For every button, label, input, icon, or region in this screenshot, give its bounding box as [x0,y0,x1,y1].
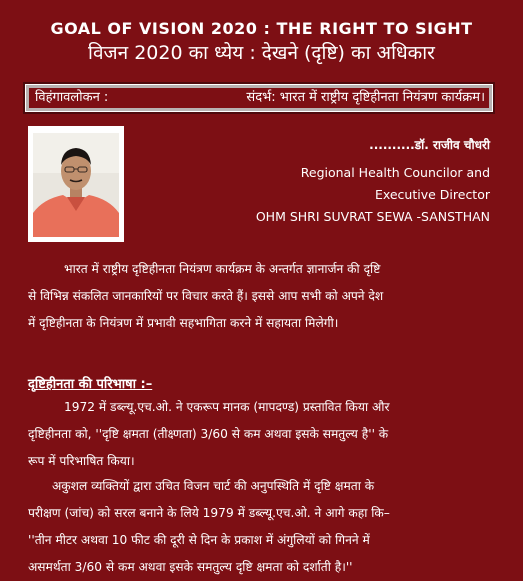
definition-heading: दृष्टिहीनता की परिभाषा :– [28,377,153,392]
definition-paragraph-1 [28,394,490,475]
overview-banner-inner [29,88,489,108]
reference-text: संदर्भ: भारत में राष्ट्रीय दृष्टिहीनता नियंत्रण कार्यक्रम। [246,90,485,105]
intro-line: में दृष्टिहीनता के नियंत्रण में प्रभावी सहभागिता करने में सहायता मिलेगी। [28,316,339,330]
author-title-line1: Regional Health Councilor and [300,165,490,180]
definition-paragraph-2 [28,473,490,581]
overview-banner [25,84,493,112]
definition-line: रूप में परिभाषित किया। [28,454,135,468]
author-name: ..........डॉ. राजीव चौधरी [369,138,490,152]
title-english: GOAL OF VISION 2020 : THE RIGHT TO SIGHT [50,19,473,38]
author-photo-frame [28,126,124,242]
overview-label: विहंगावलोकन : [35,90,109,105]
author-photo [33,133,119,237]
definition-line: परीक्षण (जांच) को सरल बनाने के लिये 1979 में डब्ल्यू.एच.ओ. ने आगे कहा कि– [28,506,390,520]
definition-line: असमर्थता 3/60 से कम अथवा इसके समतुल्य दृष्टि क्षमता को दर्शाती है।'' [28,560,353,574]
author-title-line2: Executive Director [374,187,490,202]
author-organization: OHM SHRI SUVRAT SEWA -SANSTHAN [255,209,490,224]
intro-line: भारत में राष्ट्रीय दृष्टिहीनता नियंत्रण कार्यक्रम के अन्तर्गत ज्ञानार्जन की दृष्टि [64,262,381,276]
title-hindi: विजन 2020 का ध्येय : देखने (दृष्टि) का अधिकार [88,42,435,64]
intro-paragraph [28,256,490,337]
definition-line: अकुशल व्यक्तियों द्वारा उचित विजन चार्ट की अनुपस्थिति में दृष्टि क्षमता के [52,479,375,493]
definition-line: ''तीन मीटर अथवा 10 फीट की दूरी से दिन के प्रकाश में अंगुलियों को गिनने में [28,533,370,547]
definition-line: दृष्टिहीनता को, ''दृष्टि क्षमता (तीक्ष्णता) 3/60 से कम अथवा इसके समतुल्य है'' के [28,427,389,441]
intro-line: से विभिन्न संकलित जानकारियों पर विचार करते हैं। इससे आप सभी को अपने देश [28,289,384,303]
definition-line: 1972 में डब्ल्यू.एच.ओ. ने एकरूप मानक (मापदण्ड) प्रस्तावित किया और [64,400,390,414]
